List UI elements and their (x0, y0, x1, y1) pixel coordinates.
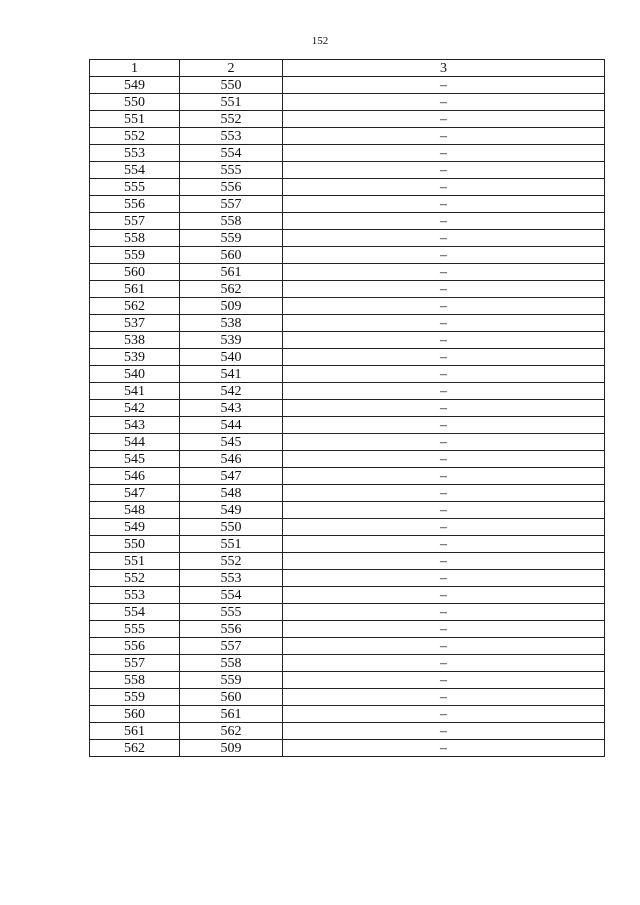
table-cell-col-3: – (283, 400, 605, 417)
table-cell-col-2: 544 (180, 417, 283, 434)
table-row (90, 604, 605, 621)
table-cell-col-3: – (283, 502, 605, 519)
table-row (90, 434, 605, 451)
table-row (90, 349, 605, 366)
table-cell-col-1: 541 (90, 383, 180, 400)
table-cell-col-1: 556 (90, 196, 180, 213)
table-row (90, 162, 605, 179)
column-header-2: 2 (180, 60, 283, 77)
table-cell-col-3: – (283, 417, 605, 434)
table-cell-col-3: – (283, 298, 605, 315)
table-cell-col-3: – (283, 723, 605, 740)
table-cell-col-3: – (283, 485, 605, 502)
table-cell-col-2: 559 (180, 230, 283, 247)
table-row (90, 315, 605, 332)
table-cell-col-3: – (283, 179, 605, 196)
table-cell-col-2: 558 (180, 655, 283, 672)
table-row (90, 94, 605, 111)
table-cell-col-2: 548 (180, 485, 283, 502)
table-cell-col-3: – (283, 570, 605, 587)
table-cell-col-1: 552 (90, 570, 180, 587)
column-header-3: 3 (283, 60, 605, 77)
table-cell-col-2: 552 (180, 111, 283, 128)
table-cell-col-3: – (283, 740, 605, 757)
table-cell-col-3: – (283, 349, 605, 366)
table-row (90, 553, 605, 570)
table-cell-col-1: 549 (90, 77, 180, 94)
page-number: 152 (311, 35, 329, 47)
table-cell-col-2: 539 (180, 332, 283, 349)
table-row (90, 145, 605, 162)
table-row (90, 689, 605, 706)
table-row (90, 247, 605, 264)
table-cell-col-3: – (283, 332, 605, 349)
table-row (90, 502, 605, 519)
table-cell-col-3: – (283, 196, 605, 213)
table-body (90, 77, 605, 757)
table-cell-col-3: – (283, 621, 605, 638)
table-cell-col-3: – (283, 587, 605, 604)
table-row (90, 706, 605, 723)
table-cell-col-3: – (283, 672, 605, 689)
table-cell-col-2: 546 (180, 451, 283, 468)
table-cell-col-3: – (283, 553, 605, 570)
table-row (90, 264, 605, 281)
table-row (90, 230, 605, 247)
table-cell-col-2: 554 (180, 145, 283, 162)
table-row (90, 213, 605, 230)
table-cell-col-3: – (283, 247, 605, 264)
table-row (90, 77, 605, 94)
table-cell-col-2: 556 (180, 179, 283, 196)
table-cell-col-2: 557 (180, 638, 283, 655)
table-row (90, 536, 605, 553)
table-cell-col-1: 550 (90, 536, 180, 553)
table-cell-col-3: – (283, 689, 605, 706)
table-cell-col-2: 542 (180, 383, 283, 400)
table-row (90, 332, 605, 349)
table-cell-col-1: 542 (90, 400, 180, 417)
table-cell-col-2: 549 (180, 502, 283, 519)
table-row (90, 519, 605, 536)
table-row (90, 111, 605, 128)
table-cell-col-2: 562 (180, 281, 283, 298)
table-cell-col-2: 555 (180, 162, 283, 179)
table-cell-col-1: 561 (90, 281, 180, 298)
table-row (90, 672, 605, 689)
table-cell-col-1: 551 (90, 111, 180, 128)
table-cell-col-1: 556 (90, 638, 180, 655)
table-cell-col-2: 550 (180, 77, 283, 94)
table-row (90, 570, 605, 587)
table-cell-col-1: 547 (90, 485, 180, 502)
table-cell-col-1: 549 (90, 519, 180, 536)
table-cell-col-1: 553 (90, 145, 180, 162)
table-cell-col-2: 509 (180, 740, 283, 757)
table-cell-col-3: – (283, 77, 605, 94)
table-cell-col-1: 538 (90, 332, 180, 349)
table-cell-col-1: 540 (90, 366, 180, 383)
table-row (90, 451, 605, 468)
table-cell-col-3: – (283, 162, 605, 179)
table-cell-col-3: – (283, 230, 605, 247)
table-cell-col-1: 558 (90, 230, 180, 247)
table-cell-col-3: – (283, 638, 605, 655)
table-cell-col-2: 545 (180, 434, 283, 451)
table-cell-col-3: – (283, 315, 605, 332)
table-cell-col-2: 560 (180, 247, 283, 264)
table-cell-col-2: 561 (180, 264, 283, 281)
table-row (90, 383, 605, 400)
table-cell-col-1: 545 (90, 451, 180, 468)
table-cell-col-1: 554 (90, 604, 180, 621)
table-row (90, 128, 605, 145)
table-cell-col-1: 555 (90, 179, 180, 196)
table-cell-col-1: 559 (90, 689, 180, 706)
table-cell-col-1: 557 (90, 655, 180, 672)
data-table (89, 59, 605, 757)
table-cell-col-3: – (283, 434, 605, 451)
table-row (90, 281, 605, 298)
table-cell-col-1: 539 (90, 349, 180, 366)
table-cell-col-3: – (283, 281, 605, 298)
table-cell-col-2: 556 (180, 621, 283, 638)
table-cell-col-1: 558 (90, 672, 180, 689)
table-row (90, 485, 605, 502)
table-cell-col-2: 560 (180, 689, 283, 706)
table-cell-col-3: – (283, 655, 605, 672)
table-cell-col-2: 553 (180, 128, 283, 145)
table-cell-col-1: 554 (90, 162, 180, 179)
table-row (90, 621, 605, 638)
table-cell-col-3: – (283, 468, 605, 485)
table-cell-col-2: 538 (180, 315, 283, 332)
table-cell-col-3: – (283, 264, 605, 281)
table-row (90, 179, 605, 196)
table-cell-col-1: 551 (90, 553, 180, 570)
table-cell-col-2: 553 (180, 570, 283, 587)
table-cell-col-3: – (283, 128, 605, 145)
table-cell-col-1: 557 (90, 213, 180, 230)
table-cell-col-3: – (283, 706, 605, 723)
table-cell-col-3: – (283, 145, 605, 162)
table-cell-col-1: 560 (90, 706, 180, 723)
table-cell-col-2: 541 (180, 366, 283, 383)
table-cell-col-2: 559 (180, 672, 283, 689)
table-cell-col-1: 548 (90, 502, 180, 519)
table-cell-col-2: 550 (180, 519, 283, 536)
table-cell-col-3: – (283, 519, 605, 536)
table-row (90, 417, 605, 434)
table-cell-col-3: – (283, 383, 605, 400)
table-cell-col-2: 551 (180, 94, 283, 111)
table-row (90, 587, 605, 604)
table-cell-col-1: 550 (90, 94, 180, 111)
table-row (90, 298, 605, 315)
table-cell-col-2: 555 (180, 604, 283, 621)
table-cell-col-1: 562 (90, 740, 180, 757)
table-row (90, 468, 605, 485)
table-row (90, 723, 605, 740)
table-row (90, 740, 605, 757)
table-cell-col-3: – (283, 111, 605, 128)
table-cell-col-2: 557 (180, 196, 283, 213)
table-cell-col-3: – (283, 366, 605, 383)
table-cell-col-3: – (283, 213, 605, 230)
table-row (90, 655, 605, 672)
table-row (90, 196, 605, 213)
table-cell-col-1: 559 (90, 247, 180, 264)
table-cell-col-2: 558 (180, 213, 283, 230)
table-cell-col-2: 561 (180, 706, 283, 723)
table-row (90, 366, 605, 383)
column-header-1: 1 (90, 60, 180, 77)
table-cell-col-3: – (283, 451, 605, 468)
table-cell-col-2: 562 (180, 723, 283, 740)
table-row (90, 638, 605, 655)
table-cell-col-1: 553 (90, 587, 180, 604)
table-cell-col-1: 561 (90, 723, 180, 740)
table-cell-col-2: 543 (180, 400, 283, 417)
table-cell-col-2: 552 (180, 553, 283, 570)
table-cell-col-2: 551 (180, 536, 283, 553)
table-cell-col-3: – (283, 94, 605, 111)
table-cell-col-1: 562 (90, 298, 180, 315)
table-cell-col-1: 560 (90, 264, 180, 281)
table-cell-col-3: – (283, 604, 605, 621)
table-cell-col-2: 547 (180, 468, 283, 485)
table-cell-col-2: 540 (180, 349, 283, 366)
table-cell-col-1: 555 (90, 621, 180, 638)
table-cell-col-2: 509 (180, 298, 283, 315)
table-header-row (90, 60, 605, 77)
table-row (90, 400, 605, 417)
table-cell-col-2: 554 (180, 587, 283, 604)
table-cell-col-1: 543 (90, 417, 180, 434)
table-cell-col-1: 544 (90, 434, 180, 451)
table-cell-col-1: 537 (90, 315, 180, 332)
table-cell-col-1: 552 (90, 128, 180, 145)
table-cell-col-1: 546 (90, 468, 180, 485)
table-cell-col-3: – (283, 536, 605, 553)
